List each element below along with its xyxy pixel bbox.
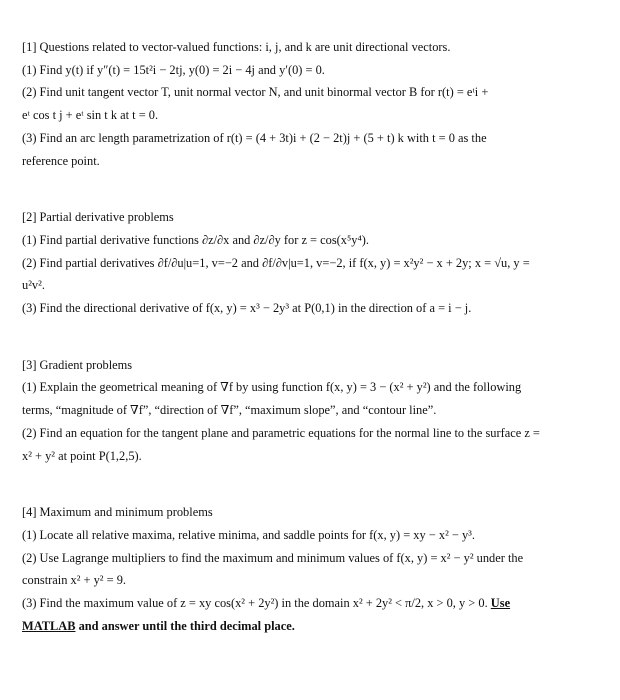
matlab-label: MATLAB: [22, 618, 76, 633]
section-4-heading: [4] Maximum and minimum problems: [22, 505, 213, 520]
question-2-2-cont: u²v².: [22, 278, 45, 293]
question-4-3-cont: [22, 615, 598, 638]
question-3-2: (2) Find an equation for the tangent plane and parametric equations for the normal line to the surface z =: [22, 425, 540, 440]
question-1-2: (2) Find unit tangent vector T, unit normal vector N, and unit binormal vector B for r(t) = eᵗi +: [22, 85, 489, 100]
question-4-1: (1) Locate all relative maxima, relative minima, and saddle points for f(x, y) = xy − x² − y³.: [22, 527, 475, 542]
question-3-2-cont: x² + y² at point P(1,2,5).: [22, 448, 142, 463]
question-4-3: [22, 592, 598, 615]
question-4-2: (2) Use Lagrange multipliers to find the maximum and minimum values of f(x, y) = x² − y² under the: [22, 550, 524, 565]
question-2-1: (1) Find partial derivative functions ∂z/∂x and ∂z/∂y for z = cos(x⁵y⁴).: [22, 232, 370, 247]
section-2: [22, 206, 598, 320]
section-2-heading: [2] Partial derivative problems: [22, 210, 174, 225]
question-4-2-cont: constrain x² + y² = 9.: [22, 573, 126, 588]
answer-instruction: and answer until the third decimal place.: [78, 618, 295, 633]
section-3-heading: [3] Gradient problems: [22, 357, 133, 372]
question-3-1-cont: terms, “magnitude of ∇f”, “direction of ∇f”, “maximum slope”, and “contour line”.: [22, 403, 437, 418]
section-4: [22, 501, 598, 637]
question-3-1: (1) Explain the geometrical meaning of ∇f by using function f(x, y) = 3 − (x² + y²) and the following: [22, 380, 522, 395]
use-label: Use: [490, 596, 511, 611]
section-1: [22, 36, 598, 172]
section-1-heading: [1] Questions related to vector-valued functions: i, j, and k are unit directional vectors.: [22, 40, 451, 54]
question-1-3-cont: reference point.: [22, 153, 100, 168]
question-2-2: (2) Find partial derivatives ∂f/∂u|u=1, v=−2 and ∂f/∂v|u=1, v=−2, if f(x, y) = x²y² − x + 2y; x = √u, y =: [22, 255, 530, 270]
question-1-2-cont: eᵗ cos t j + eᵗ sin t k at t = 0.: [22, 108, 159, 123]
question-1-1: (1) Find y(t) if y″(t) = 15t²i − 2tj, y(0) = 2i − 4j and y′(0) = 0.: [22, 62, 325, 77]
question-2-3: (3) Find the directional derivative of f(x, y) = x³ − 2y³ at P(0,1) in the direction of a = i − j.: [22, 301, 472, 316]
question-4-3-text: (3) Find the maximum value of z = xy cos(x² + 2y²) in the domain x² + 2y² < π/2, x > 0, y > 0.: [22, 596, 488, 611]
section-3: [22, 354, 598, 468]
question-1-3: (3) Find an arc length parametrization of r(t) = (4 + 3t)i + (2 − 2t)j + (5 + t) k with t = 0 as the: [22, 130, 487, 145]
